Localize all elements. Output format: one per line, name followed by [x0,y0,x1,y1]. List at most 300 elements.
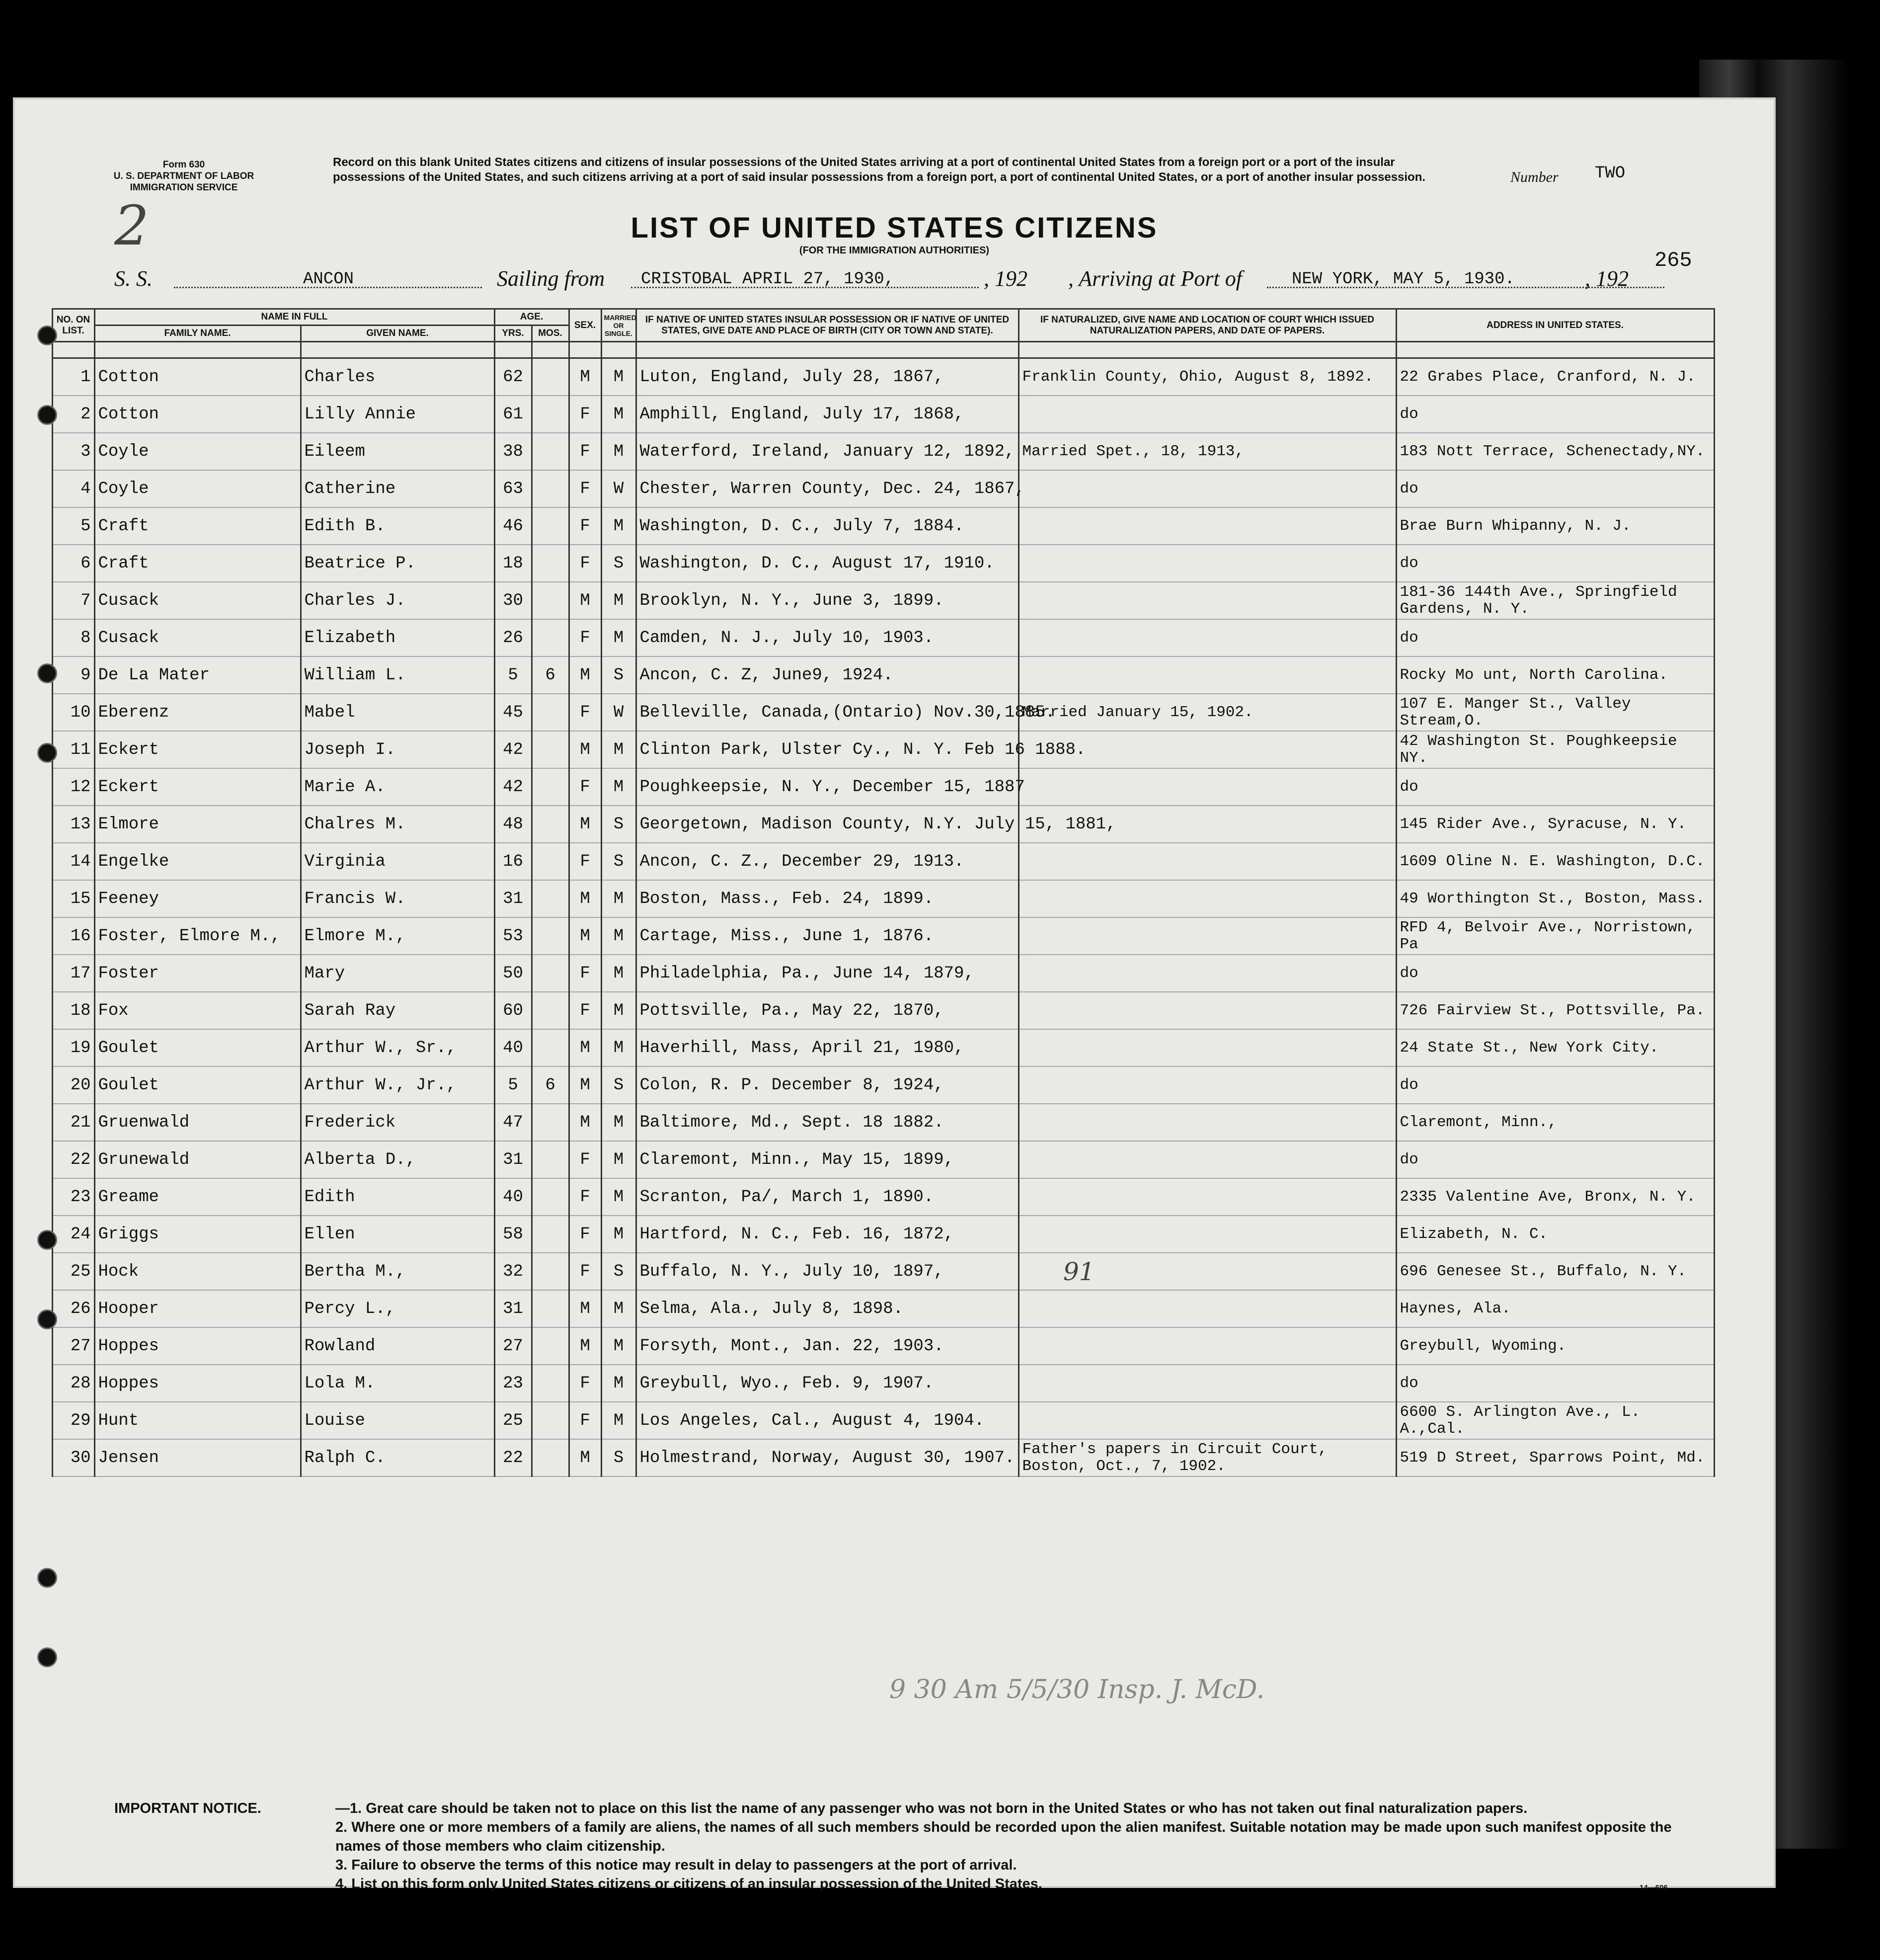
cell-sex: M [569,1290,601,1327]
cell-nat [1018,545,1396,582]
cell-birth: Ancon, C. Z., December 29, 1913. [636,843,1018,880]
table-row [15,1141,1714,1178]
cell-no: 9 [52,656,94,694]
table-row [15,619,1714,656]
table-row [15,1253,1714,1290]
cell-ms: M [601,1365,636,1402]
page-title: LIST OF UNITED STATES CITIZENS [630,212,1158,244]
cell-nat [1018,396,1396,433]
cell-yrs: 25 [494,1402,532,1439]
table-row [15,545,1714,582]
cell-family: Foster, Elmore M., [94,917,301,955]
cell-given: Rowland [301,1327,494,1365]
important-notice [114,1799,1704,1893]
cell-sex: F [569,1365,601,1402]
notice-item: 3. Failure to observe the terms of this notice may result in delay to passengers at the port of arrival. [335,1857,1017,1873]
cell-family: Goulet [94,1029,301,1066]
cell-mos [532,694,569,731]
cell-no: 15 [52,880,94,917]
cell-ms: M [601,1402,636,1439]
cell-birth: Los Angeles, Cal., August 4, 1904. [636,1402,1018,1439]
ship-name: ANCON [303,270,354,289]
cell-family: Coyle [94,470,301,507]
cell-mos [532,619,569,656]
cell-given: Sarah Ray [301,992,494,1029]
cell-no: 4 [52,470,94,507]
cell-mos [532,1253,569,1290]
cell-mos [532,1402,569,1439]
cell-given: Francis W. [301,880,494,917]
cell-no: 3 [52,433,94,470]
cell-sex: F [569,396,601,433]
cell-given: Arthur W., Jr., [301,1066,494,1104]
cell-no: 30 [52,1439,94,1476]
cell-family: Cotton [94,396,301,433]
cell-given: Ellen [301,1216,494,1253]
cell-yrs: 60 [494,992,532,1029]
number-value: TWO [1595,164,1626,183]
table-row [15,358,1714,396]
arriving-label: , Arriving at Port of [1068,266,1242,291]
cell-nat [1018,992,1396,1029]
cell-ms: M [601,880,636,917]
cell-addr: Greybull, Wyoming. [1396,1327,1714,1365]
cell-nat [1018,1365,1396,1402]
cell-addr: 24 State St., New York City. [1396,1029,1714,1066]
cell-no: 20 [52,1066,94,1104]
cell-mos: 6 [532,656,569,694]
cell-birth: Scranton, Pa/, March 1, 1890. [636,1178,1018,1216]
cell-mos [532,1029,569,1066]
cell-sex: M [569,656,601,694]
cell-given: Percy L., [301,1290,494,1327]
cell-sex: F [569,433,601,470]
cell-family: Craft [94,545,301,582]
cell-yrs: 31 [494,880,532,917]
table-row [15,1365,1714,1402]
cell-mos [532,1365,569,1402]
cell-given: Elmore M., [301,917,494,955]
cell-addr: Haynes, Ala. [1396,1290,1714,1327]
cell-yrs: 31 [494,1290,532,1327]
cell-sex: F [569,1253,601,1290]
cell-sex: F [569,955,601,992]
cell-sex: F [569,1141,601,1178]
cell-yrs: 50 [494,955,532,992]
cell-given: Elizabeth [301,619,494,656]
cell-nat [1018,507,1396,545]
cell-yrs: 53 [494,917,532,955]
cell-yrs: 16 [494,843,532,880]
cell-family: Cotton [94,358,301,396]
cell-sex: M [569,1029,601,1066]
cell-sex: F [569,507,601,545]
cell-sex: M [569,880,601,917]
cell-birth: Ancon, C. Z, June9, 1924. [636,656,1018,694]
cell-ms: M [601,1290,636,1327]
cell-nat [1018,880,1396,917]
cell-ms: M [601,507,636,545]
cell-no: 21 [52,1104,94,1141]
cell-addr: do [1396,396,1714,433]
cell-ms: M [601,1104,636,1141]
cell-given: Chalres M. [301,806,494,843]
cell-nat [1018,843,1396,880]
cell-sex: F [569,768,601,806]
cell-ms: M [601,396,636,433]
cell-ms: M [601,955,636,992]
cell-family: Hoppes [94,1327,301,1365]
cell-addr: 145 Rider Ave., Syracuse, N. Y. [1396,806,1714,843]
cell-ms: S [601,545,636,582]
cell-no: 5 [52,507,94,545]
cell-addr: 49 Worthington St., Boston, Mass. [1396,880,1714,917]
cell-no: 13 [52,806,94,843]
cell-nat: Married January 15, 1902. [1018,694,1396,731]
inspector-signature: 9 30 Am 5/5/30 Insp. J. McD. [889,1675,1265,1705]
col-naturalized: IF NATURALIZED, GIVE NAME AND LOCATION OF COURT WHICH ISSUED NATURALIZATION PAPERS, AND DATE OF PAPERS. [1018,309,1396,342]
cell-given: William L. [301,656,494,694]
col-mos: MOS. [532,326,569,342]
cell-nat: Father's papers in Circuit Court, Boston, Oct., 7, 1902. [1018,1439,1396,1476]
cell-given: Bertha M., [301,1253,494,1290]
cell-mos [532,843,569,880]
form-id-line: Form 630 [162,160,205,170]
cell-family: Griggs [94,1216,301,1253]
cell-yrs: 31 [494,1141,532,1178]
cell-birth: Boston, Mass., Feb. 24, 1899. [636,880,1018,917]
cell-birth: Forsyth, Mont., Jan. 22, 1903. [636,1327,1018,1365]
col-family: FAMILY NAME. [94,326,301,342]
cell-nat [1018,1216,1396,1253]
cell-yrs: 38 [494,433,532,470]
cell-sex: M [569,806,601,843]
cell-mos [532,806,569,843]
cell-birth: Camden, N. J., July 10, 1903. [636,619,1018,656]
cell-no: 2 [52,396,94,433]
cell-no: 16 [52,917,94,955]
cell-given: Arthur W., Sr., [301,1029,494,1066]
cell-birth: Cartage, Miss., June 1, 1876. [636,917,1018,955]
binder-hole [37,743,57,763]
cell-ms: M [601,358,636,396]
cell-yrs: 23 [494,1365,532,1402]
cell-ms: W [601,470,636,507]
col-no: NO. ON LIST. [52,309,94,342]
cell-nat: Married Spet., 18, 1913, [1018,433,1396,470]
form-code: 14—606 [1640,1883,1668,1892]
table-row [15,694,1714,731]
cell-ms: M [601,1029,636,1066]
cell-addr: do [1396,619,1714,656]
cell-nat [1018,470,1396,507]
cell-mos [532,1216,569,1253]
cell-addr: do [1396,1066,1714,1104]
cell-family: Feeney [94,880,301,917]
cell-sex: M [569,1439,601,1476]
year-prefix: , 192 [984,266,1027,291]
cell-addr: 696 Genesee St., Buffalo, N. Y. [1396,1253,1714,1290]
cell-sex: F [569,1216,601,1253]
cell-birth: Pottsville, Pa., May 22, 1870, [636,992,1018,1029]
cell-birth: Selma, Ala., July 8, 1898. [636,1290,1018,1327]
cell-ms: M [601,1178,636,1216]
cell-family: Elmore [94,806,301,843]
cell-family: Jensen [94,1439,301,1476]
cell-nat [1018,1104,1396,1141]
cell-given: Lola M. [301,1365,494,1402]
notice-item: 2. Where one or more members of a family are aliens, the names of all such members should be recorded upon the alien manifest. Suitable notation may be made upon such manifest opposite the names of those members who claim citizenship. [335,1819,1672,1854]
cell-birth: Claremont, Minn., May 15, 1899, [636,1141,1018,1178]
cell-yrs: 26 [494,619,532,656]
table-row [15,1104,1714,1141]
cell-nat [1018,1290,1396,1327]
cell-family: Hoppes [94,1365,301,1402]
cell-given: Mabel [301,694,494,731]
cell-birth: Poughkeepsie, N. Y., December 15, 1887 [636,768,1018,806]
cell-no: 23 [52,1178,94,1216]
cell-yrs: 61 [494,396,532,433]
cell-nat [1018,1029,1396,1066]
cell-sex: F [569,694,601,731]
cell-addr: 181-36 144th Ave., Springfield Gardens, N. Y. [1396,582,1714,619]
cell-addr: do [1396,955,1714,992]
cell-sex: M [569,582,601,619]
cell-birth: Brooklyn, N. Y., June 3, 1899. [636,582,1018,619]
cell-mos [532,358,569,396]
cell-mos [532,507,569,545]
table-row [15,1290,1714,1327]
cell-birth: Philadelphia, Pa., June 14, 1879, [636,955,1018,992]
binder-hole [37,1647,57,1667]
cell-ms: M [601,1216,636,1253]
cell-no: 12 [52,768,94,806]
cell-given: Catherine [301,470,494,507]
binder-hole [37,326,57,345]
cell-yrs: 62 [494,358,532,396]
col-sex: SEX. [569,309,601,342]
cell-no: 29 [52,1402,94,1439]
cell-ms: M [601,433,636,470]
cell-nat [1018,1141,1396,1178]
cell-given: Ralph C. [301,1439,494,1476]
cell-addr: 6600 S. Arlington Ave., L. A.,Cal. [1396,1402,1714,1439]
cell-given: Alberta D., [301,1141,494,1178]
table-row [15,1178,1714,1216]
cell-birth: Chester, Warren County, Dec. 24, 1867, [636,470,1018,507]
cell-nat [1018,1066,1396,1104]
cell-mos [532,1327,569,1365]
cell-birth: Georgetown, Madison County, N.Y. July 15, 1881, [636,806,1018,843]
manifest-page [15,99,1774,1892]
cell-given: Frederick [301,1104,494,1141]
table-row [15,656,1714,694]
cell-mos [532,433,569,470]
cell-addr: Brae Burn Whipanny, N. J. [1396,507,1714,545]
cell-ms: S [601,656,636,694]
cell-family: Cusack [94,582,301,619]
cell-ms: M [601,1327,636,1365]
cell-yrs: 46 [494,507,532,545]
cell-yrs: 45 [494,694,532,731]
cell-birth: Washington, D. C., August 17, 1910. [636,545,1018,582]
cell-ms: M [601,768,636,806]
cell-given: Virginia [301,843,494,880]
cell-given: Eileem [301,433,494,470]
cell-birth: Washington, D. C., July 7, 1884. [636,507,1018,545]
table-row [15,1029,1714,1066]
cell-yrs: 18 [494,545,532,582]
cell-mos [532,545,569,582]
cell-given: Mary [301,955,494,992]
cell-ms: S [601,806,636,843]
cell-sex: M [569,1066,601,1104]
table-row [15,917,1714,955]
cell-sex: M [569,917,601,955]
cell-addr: do [1396,768,1714,806]
cell-yrs: 42 [494,768,532,806]
cell-no: 28 [52,1365,94,1402]
table-row [15,507,1714,545]
form-identifier [109,159,258,193]
cell-no: 22 [52,1141,94,1178]
cell-sex: M [569,1104,601,1141]
cell-addr: do [1396,1141,1714,1178]
page-subtitle: (FOR THE IMMIGRATION AUTHORITIES) [799,245,990,256]
cell-sex: M [569,1327,601,1365]
cell-family: Grunewald [94,1141,301,1178]
cell-mos [532,1104,569,1141]
cell-addr: 2335 Valentine Ave, Bronx, N. Y. [1396,1178,1714,1216]
cell-ms: S [601,1066,636,1104]
arriving-value: NEW YORK, MAY 5, 1930. [1292,270,1515,289]
cell-mos [532,470,569,507]
table-row [15,955,1714,992]
cell-mos [532,1290,569,1327]
cell-no: 27 [52,1327,94,1365]
cell-family: Engelke [94,843,301,880]
cell-family: Cusack [94,619,301,656]
cell-nat [1018,656,1396,694]
cell-sex: F [569,619,601,656]
sailing-value: CRISTOBAL APRIL 27, 1930, [641,270,895,289]
cell-addr: do [1396,545,1714,582]
table-row [15,731,1714,768]
cell-nat [1018,1402,1396,1439]
cell-no: 7 [52,582,94,619]
table-row [15,396,1714,433]
cell-birth: Hartford, N. C., Feb. 16, 1872, [636,1216,1018,1253]
cell-mos [532,396,569,433]
table-row [15,582,1714,619]
cell-addr: 42 Washington St. Poughkeepsie NY. [1396,731,1714,768]
cell-given: Joseph I. [301,731,494,768]
cell-no: 10 [52,694,94,731]
cell-addr: 22 Grabes Place, Cranford, N. J. [1396,358,1714,396]
cell-family: Foster [94,955,301,992]
cell-addr: do [1396,1365,1714,1402]
table-row [15,1216,1714,1253]
col-married: MARRIED OR SINGLE. [601,309,636,342]
number-label: Number [1510,169,1559,185]
cell-mos [532,582,569,619]
cell-yrs: 30 [494,582,532,619]
form-id-line: IMMIGRATION SERVICE [130,182,238,193]
table-row [15,1066,1714,1104]
cell-ms: M [601,992,636,1029]
cell-family: De La Mater [94,656,301,694]
cell-family: Craft [94,507,301,545]
cell-given: Beatrice P. [301,545,494,582]
cell-mos [532,1141,569,1178]
cell-yrs: 22 [494,1439,532,1476]
cell-family: Eckert [94,768,301,806]
cell-yrs: 5 [494,1066,532,1104]
cell-nat [1018,1327,1396,1365]
cell-mos [532,768,569,806]
table-row [15,843,1714,880]
cell-given: Edith [301,1178,494,1216]
cell-yrs: 40 [494,1178,532,1216]
cell-nat [1018,955,1396,992]
handwritten-mark: 2 [114,194,149,257]
cell-addr: 1609 Oline N. E. Washington, D.C. [1396,843,1714,880]
form-id-line: U. S. DEPARTMENT OF LABOR [113,171,254,181]
cell-nat [1018,582,1396,619]
cell-no: 17 [52,955,94,992]
table-row [15,806,1714,843]
cell-family: Fox [94,992,301,1029]
sailing-label: Sailing from [497,266,605,291]
cell-ms: S [601,1253,636,1290]
notice-label: IMPORTANT NOTICE. [114,1800,261,1816]
cell-addr: 183 Nott Terrace, Schenectady,NY. [1396,433,1714,470]
cell-no: 25 [52,1253,94,1290]
cell-yrs: 47 [494,1104,532,1141]
table-row [15,1402,1714,1439]
margin-number: 91 [1063,1257,1095,1286]
cell-family: Eckert [94,731,301,768]
cell-family: Eberenz [94,694,301,731]
cell-family: Greame [94,1178,301,1216]
cell-birth: Clinton Park, Ulster Cy., N. Y. Feb 16 1888. [636,731,1018,768]
cell-ms: S [601,843,636,880]
table-row [15,433,1714,470]
cell-sex: F [569,470,601,507]
cell-given: Charles J. [301,582,494,619]
year-prefix: , 192 [1585,266,1629,291]
col-birth: IF NATIVE OF UNITED STATES INSULAR POSSESSION OR IF NATIVE OF UNITED STATES, GIVE DATE AND PLACE OF BIRTH (CITY OR TOWN AND STATE). [636,309,1018,342]
cell-addr: Elizabeth, N. C. [1396,1216,1714,1253]
ss-label: S. S. [114,266,153,291]
table-row [15,1439,1714,1476]
table-row [15,880,1714,917]
cell-no: 19 [52,1029,94,1066]
cell-mos [532,731,569,768]
binder-hole [37,1568,57,1588]
binder-hole [37,663,57,683]
cell-no: 18 [52,992,94,1029]
cell-yrs: 63 [494,470,532,507]
col-address: ADDRESS IN UNITED STATES. [1396,309,1714,342]
cell-yrs: 42 [494,731,532,768]
cell-mos [532,1439,569,1476]
table-row [15,1327,1714,1365]
record-instructions: Record on this blank United States citizens and citizens of insular possessions of the United States arriving at a port of continental United States from a foreign port or a port of the insular possessions of the United States, and such citizens arriving at a port of said insular possessions from a foreign port, a port of continental United States, or a port of another insular possession. [333,156,1426,184]
cell-mos: 6 [532,1066,569,1104]
table-row [15,470,1714,507]
table-row [15,992,1714,1029]
